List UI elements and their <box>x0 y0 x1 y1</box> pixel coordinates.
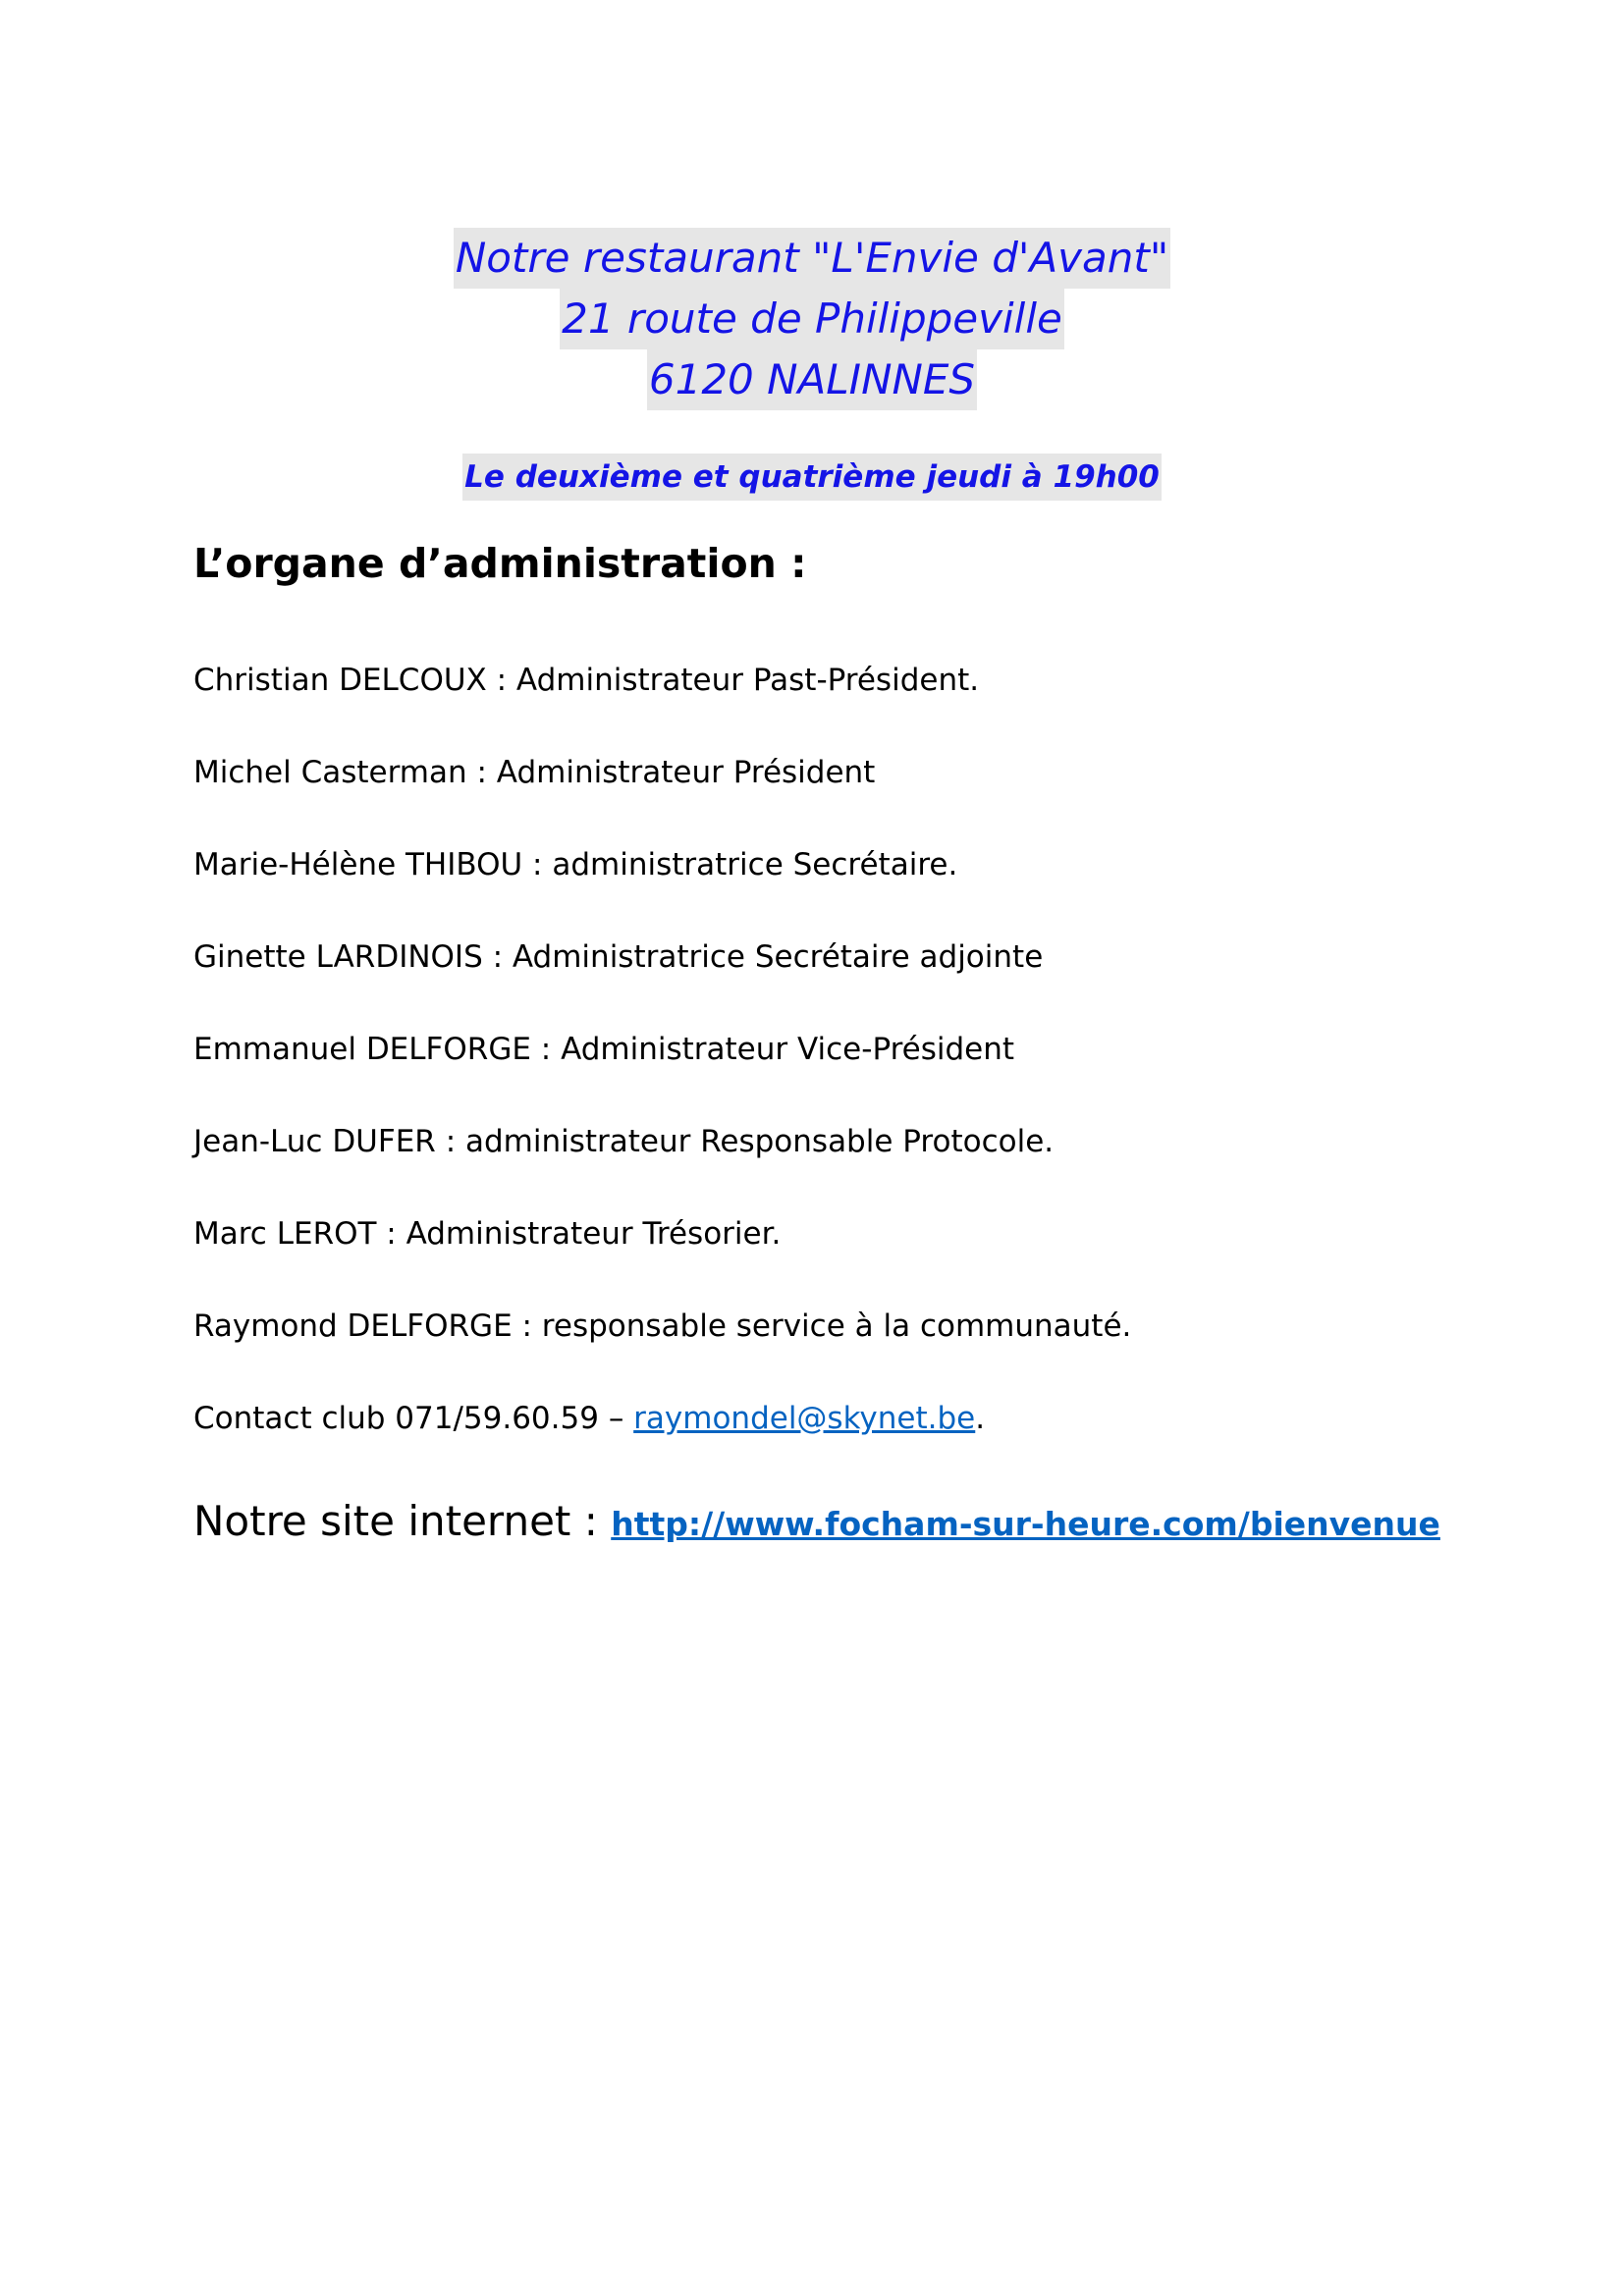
members-list <box>193 658 1470 1396</box>
website-link[interactable]: http://www.focham-sur-heure.com/bienvenue <box>611 1505 1440 1543</box>
website-label: Notre site internet : <box>193 1497 612 1545</box>
member-row: Marie-Hélène THIBOU : administratrice Secrétaire. <box>193 847 958 882</box>
member-row: Michel Casterman : Administrateur Président <box>193 755 876 790</box>
website-row <box>193 1492 1440 1561</box>
contact-label: Contact club 071/59.60.59 – <box>193 1401 634 1436</box>
member-row: Christian DELCOUX : Administrateur Past-Président. <box>193 663 980 698</box>
contact-email-link[interactable]: raymondel@skynet.be <box>633 1401 976 1436</box>
restaurant-name: Notre restaurant "L'Envie d'Avant" <box>454 228 1170 289</box>
member-row: Raymond DELFORGE : responsable service à la communauté. <box>193 1308 1132 1344</box>
member-row: Marc LEROT : Administrateur Trésorier. <box>193 1216 782 1252</box>
contact-suffix: . <box>975 1401 986 1436</box>
member-row: Emmanuel DELFORGE : Administrateur Vice-Président <box>193 1032 1015 1067</box>
restaurant-street: 21 route de Philippeville <box>560 289 1064 349</box>
meeting-schedule-block <box>0 454 1624 501</box>
member-row: Jean-Luc DUFER : administrateur Responsable Protocole. <box>193 1124 1055 1159</box>
meeting-schedule: Le deuxième et quatrième jeudi à 19h00 <box>462 454 1162 501</box>
restaurant-city: 6120 NALINNES <box>647 349 977 410</box>
section-title: L’organe d’administration : <box>193 540 807 587</box>
restaurant-header <box>0 228 1624 410</box>
contact-row <box>193 1396 985 1441</box>
member-row: Ginette LARDINOIS : Administratrice Secrétaire adjointe <box>193 939 1044 975</box>
